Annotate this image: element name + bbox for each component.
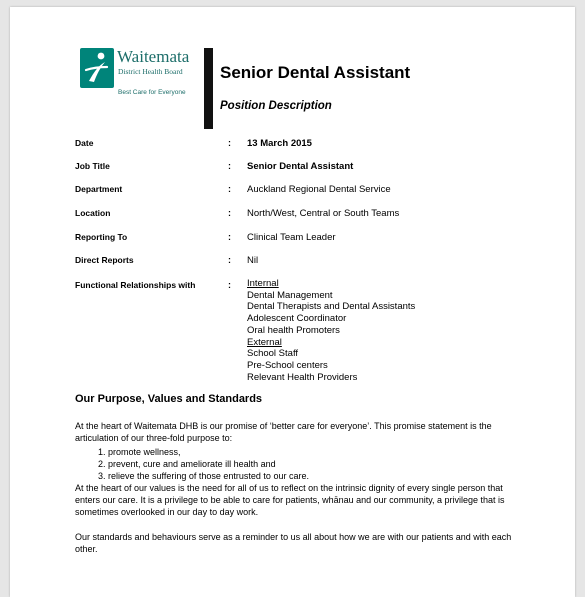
logo-name: Waitemata: [117, 47, 190, 66]
field-label: Reporting To: [75, 232, 128, 242]
field-separator: :: [228, 232, 231, 242]
waitemata-logo: [80, 48, 207, 108]
field-separator: :: [228, 280, 231, 290]
standards-paragraph: Our standards and behaviours serve as a reminder to us all about how we are with our patients and with each other.: [75, 532, 512, 555]
field-value: Nil: [247, 255, 259, 266]
purpose-item: 2. prevent, cure and ameliorate ill health and: [98, 459, 276, 469]
field-value: 13 March 2015: [247, 138, 312, 149]
field-row-job-title: [10, 161, 575, 177]
purpose-list: [98, 446, 309, 482]
relationship-item: Oral health Promoters: [247, 324, 340, 336]
relationships-list: [247, 278, 415, 383]
internal-heading: Internal: [247, 278, 279, 289]
field-separator: :: [228, 255, 231, 265]
relationship-item: Adolescent Coordinator: [247, 313, 347, 325]
relationship-item: Relevant Health Providers: [247, 371, 358, 383]
field-label: Functional Relationships with: [75, 280, 196, 290]
purpose-item: 1. promote wellness,: [98, 447, 181, 457]
field-label: Department: [75, 184, 123, 194]
field-separator: :: [228, 161, 231, 171]
field-separator: :: [228, 138, 231, 148]
section-heading: Our Purpose, Values and Standards: [75, 393, 263, 405]
document-page: [10, 7, 575, 597]
field-value: Senior Dental Assistant: [247, 161, 354, 172]
field-row-department: [10, 184, 575, 200]
document-title: Senior Dental Assistant: [220, 63, 411, 82]
relationship-item: Dental Management: [247, 289, 333, 301]
field-value: Auckland Regional Dental Service: [247, 184, 391, 195]
relationship-item: School Staff: [247, 348, 299, 360]
relationship-item: Dental Therapists and Dental Assistants: [247, 301, 416, 313]
field-label: Job Title: [75, 161, 110, 171]
document-subtitle: Position Description: [220, 100, 332, 112]
title-divider-bar: [204, 48, 213, 129]
field-label: Date: [75, 138, 94, 148]
field-separator: :: [228, 184, 231, 194]
logo-figure-icon: [80, 48, 114, 88]
external-heading: External: [247, 336, 282, 348]
field-label: Location: [75, 208, 111, 218]
values-paragraph: At the heart of our values is the need for all of us to reflect on the intrinsic dignity of every single person that enters our care. It is a privilege to be able to care for patients, whānau and our community, a privilege that is sometimes overlooked in our day to day work.: [75, 483, 505, 518]
field-separator: :: [228, 208, 231, 218]
field-row-direct-reports: [10, 255, 575, 271]
field-row-location: [10, 208, 575, 224]
intro-paragraph: At the heart of Waitemata DHB is our promise of ‘better care for everyone’. This promise statement is the articulation of our three-fold purpose to:: [75, 421, 492, 444]
logo-subtitle: District Health Board: [118, 67, 183, 76]
purpose-item: 3. relieve the suffering of those entrusted to our care.: [98, 471, 309, 481]
field-value: North/West, Central or South Teams: [247, 208, 400, 219]
field-row-reporting-to: [10, 232, 575, 248]
field-label: Direct Reports: [75, 255, 134, 265]
field-value: Clinical Team Leader: [247, 232, 336, 243]
relationship-item: Pre-School centers: [247, 359, 328, 371]
logo-tagline: Best Care for Everyone: [118, 89, 186, 96]
field-row-date: [10, 138, 575, 154]
